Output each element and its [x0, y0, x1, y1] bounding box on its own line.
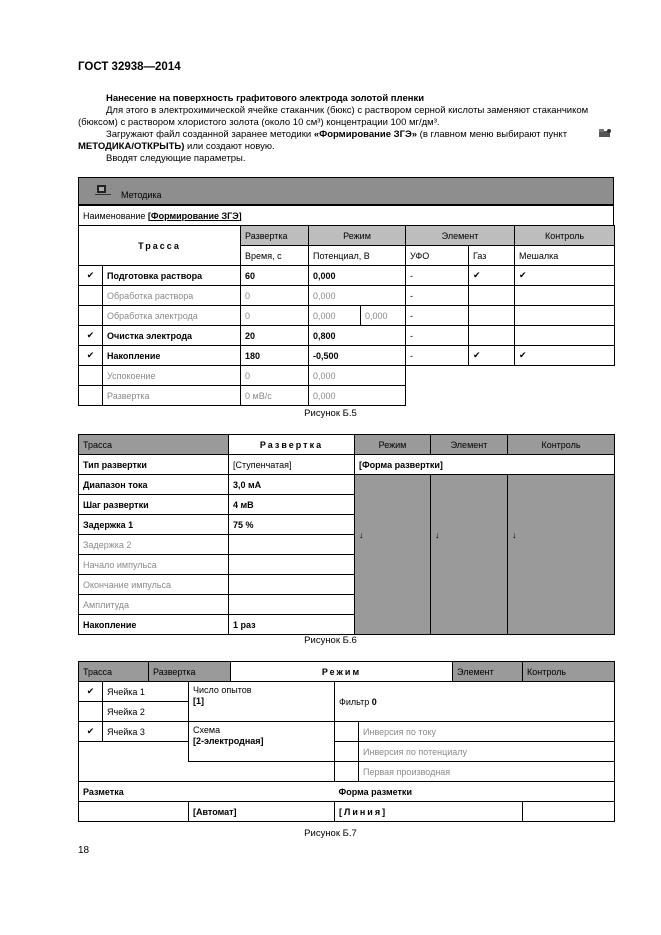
row-checkbox[interactable]: ✔ — [79, 266, 103, 286]
row-ufo[interactable]: - — [406, 346, 469, 366]
param-value[interactable] — [229, 575, 355, 595]
method-name-label: Наименование — [83, 210, 148, 221]
scheme-value: [2-электродная] — [193, 736, 264, 746]
row-name: Развертка — [103, 386, 241, 406]
cell1-label[interactable]: Ячейка 1 — [103, 682, 189, 702]
row-gas[interactable] — [469, 306, 515, 326]
cell2-checkbox[interactable] — [79, 702, 103, 722]
figure-caption-b5: Рисунок Б.5 — [304, 408, 357, 419]
table-row[interactable] — [79, 266, 615, 286]
empty-area — [79, 742, 189, 762]
row-potential[interactable]: 0,000 — [309, 306, 361, 326]
subheader-potential: Потенциал, В — [309, 246, 406, 266]
tab-element[interactable]: Элемент — [453, 662, 523, 682]
marking-shape[interactable]: [Линия] — [335, 802, 523, 822]
row-checkbox[interactable]: ✔ — [79, 326, 103, 346]
method-name-cell[interactable] — [79, 206, 614, 226]
row-time[interactable]: 20 — [241, 326, 309, 346]
column-rezhim[interactable]: Режим — [309, 226, 406, 246]
tab-razvertka[interactable]: Развертка — [229, 435, 355, 455]
section-title: Нанесение на поверхность графитового электрода золотой пленки — [106, 93, 425, 104]
marking-shape-label: Форма разметки — [335, 782, 615, 802]
table-row[interactable] — [79, 326, 615, 346]
row-time[interactable]: 0 — [241, 286, 309, 306]
row-potential[interactable]: 0,000 — [309, 266, 406, 286]
column-kontrol[interactable]: Контроль — [515, 226, 615, 246]
row-potential[interactable]: 0,000 — [309, 366, 406, 386]
row-time[interactable]: 0 — [241, 306, 309, 326]
tab-rezhim[interactable]: Режим — [231, 662, 453, 682]
paragraph-3-tail: или создают новую. — [184, 141, 275, 152]
paragraph-2-text: Загружают файл созданной заранее методики — [106, 129, 314, 140]
row-ufo[interactable]: - — [406, 326, 469, 346]
tab-razvertka[interactable]: Развертка — [149, 662, 231, 682]
row-name: Подготовка раствора — [103, 266, 241, 286]
param-value[interactable]: 3,0 мА — [229, 475, 355, 495]
scan-shape-preview-3[interactable] — [508, 475, 615, 635]
page-number: 18 — [78, 845, 90, 856]
row-name: Обработка электрода — [103, 306, 241, 326]
table-row[interactable] — [79, 346, 615, 366]
paragraph-1: Для этого в электрохимической ячейке стаканчик (бюкс) с раствором серной кислоты заменяют стаканчиком — [106, 105, 589, 116]
param-label: Диапазон тока — [79, 475, 229, 495]
tab-element[interactable]: Элемент — [431, 435, 508, 455]
param-value[interactable]: 4 мВ — [229, 495, 355, 515]
first-derivative-label[interactable]: Первая производная — [359, 762, 615, 782]
row-checkbox[interactable] — [79, 286, 103, 306]
filter-label: Фильтр — [339, 696, 372, 707]
row-gas[interactable] — [469, 286, 515, 306]
empty-area — [79, 762, 335, 782]
row-time[interactable]: 60 — [241, 266, 309, 286]
subheader-ufo: УФО — [406, 246, 469, 266]
scan-shape-label[interactable] — [355, 455, 615, 475]
experiments-count[interactable] — [189, 682, 335, 722]
method-window-titlebar — [78, 177, 614, 205]
column-trassa[interactable]: Трасса — [79, 226, 241, 266]
marking-label: Разметка — [79, 782, 335, 802]
arrow-down-icon: ↓ — [435, 529, 440, 540]
param-label: Накопление — [79, 615, 229, 635]
method-name: «Формирование ЗГЭ» — [313, 129, 418, 140]
row-time[interactable]: 0 — [241, 366, 309, 386]
inv-potential-label[interactable]: Инверсия по потенциалу — [359, 742, 615, 762]
arrow-down-icon: ↓ — [512, 529, 517, 540]
scan-shape-preview-2[interactable] — [431, 475, 508, 635]
row-gas[interactable]: ✔ — [469, 346, 515, 366]
row-name: Очистка электрода — [103, 326, 241, 346]
scan-shape-preview-1[interactable] — [355, 475, 431, 635]
paragraph-2 — [106, 129, 606, 141]
row-checkbox[interactable] — [79, 386, 103, 406]
subheader-time: Время, с — [241, 246, 309, 266]
cell3-checkbox[interactable]: ✔ — [79, 722, 103, 742]
param-label: Окончание импульса — [79, 575, 229, 595]
row-potential-2[interactable]: 0,000 — [361, 306, 406, 326]
row-name: Накопление — [103, 346, 241, 366]
scan-settings-table — [78, 434, 615, 635]
param-label: Шаг развертки — [79, 495, 229, 515]
method-name-value: [Формирование ЗГЭ] — [147, 210, 242, 221]
scheme-label: Схема — [193, 725, 221, 735]
marking-mode[interactable]: [Автомат] — [189, 802, 335, 822]
param-label: Амплитуда — [79, 595, 229, 615]
row-stir[interactable]: ✔ — [515, 346, 615, 366]
marking-shape-extra[interactable] — [523, 802, 615, 822]
filter-value: 0 — [371, 696, 377, 707]
row-ufo[interactable]: - — [406, 266, 469, 286]
row-checkbox[interactable] — [79, 366, 103, 386]
method-window-icon — [95, 183, 109, 197]
row-potential[interactable]: 0,000 — [309, 386, 406, 406]
paragraph-1b: (бюксом) с раствором хлористого золота (около 10 см³) концентрации 100 мг/дм³. — [78, 117, 440, 128]
subheader-gas: Газ — [469, 246, 515, 266]
tab-kontrol[interactable]: Контроль — [523, 662, 615, 682]
document-header: ГОСТ 32938—2014 — [78, 61, 181, 73]
figure-caption-b6: Рисунок Б.6 — [304, 635, 357, 646]
inv-potential-checkbox[interactable] — [335, 742, 359, 762]
row-gas[interactable] — [469, 326, 515, 346]
row-ufo[interactable]: - — [406, 286, 469, 306]
scan-shape-text: [Форма развертки] — [359, 459, 443, 470]
table-row[interactable] — [79, 306, 615, 326]
experiments-value: [1] — [193, 696, 205, 706]
param-value[interactable]: 1 раз — [229, 615, 355, 635]
cell1-checkbox[interactable]: ✔ — [79, 682, 103, 702]
method-window-title: Методика — [121, 190, 162, 200]
method-name-table — [78, 205, 614, 226]
param-label: Задержка 2 — [79, 535, 229, 555]
tab-rezhim[interactable]: Режим — [355, 435, 431, 455]
row-potential[interactable]: 0,000 — [309, 286, 406, 306]
row-potential[interactable]: 0,800 — [309, 326, 406, 346]
param-value[interactable] — [229, 555, 355, 575]
folder-open-icon — [598, 125, 612, 135]
tab-kontrol[interactable]: Контроль — [508, 435, 615, 455]
row-stir[interactable] — [515, 286, 615, 306]
cell2-label[interactable]: Ячейка 2 — [103, 702, 189, 722]
param-label: Начало импульса — [79, 555, 229, 575]
column-element[interactable]: Элемент — [406, 226, 515, 246]
row-stir[interactable]: ✔ — [515, 266, 615, 286]
column-razvertka[interactable]: Развертка — [241, 226, 309, 246]
row-checkbox[interactable] — [79, 306, 103, 326]
cell3-label[interactable]: Ячейка 3 — [103, 722, 189, 742]
row-stir[interactable] — [515, 306, 615, 326]
paragraph-2-tail: (в главном меню выбирают пункт — [417, 129, 568, 140]
marking-value-left[interactable] — [79, 802, 189, 822]
figure-caption-b7: Рисунок Б.7 — [304, 828, 357, 839]
row-ufo[interactable]: - — [406, 306, 469, 326]
row-potential[interactable]: -0,500 — [309, 346, 406, 366]
empty-area — [406, 366, 615, 406]
param-value[interactable]: [Ступенчатая] — [229, 455, 355, 475]
row-name: Обработка раствора — [103, 286, 241, 306]
mode-settings-table — [78, 661, 615, 822]
subheader-stir: Мешалка — [515, 246, 615, 266]
row-name: Успокоение — [103, 366, 241, 386]
param-value[interactable]: 75 % — [229, 515, 355, 535]
row-time[interactable]: 0 мВ/с — [241, 386, 309, 406]
row-stir[interactable] — [515, 326, 615, 346]
filter-field[interactable] — [335, 682, 615, 722]
tab-trassa[interactable]: Трасса — [79, 435, 229, 455]
paragraph-3 — [78, 141, 618, 153]
menu-path: МЕТОДИКА/ОТКРЫТЬ) — [78, 141, 185, 152]
inv-current-label[interactable]: Инверсия по току — [359, 722, 615, 742]
method-parameters-table — [78, 225, 615, 406]
row-checkbox[interactable]: ✔ — [79, 346, 103, 366]
tab-trassa[interactable]: Трасса — [79, 662, 149, 682]
inv-current-checkbox[interactable] — [335, 722, 359, 742]
param-value[interactable] — [229, 535, 355, 555]
arrow-down-icon: ↓ — [359, 529, 364, 540]
param-label: Тип развертки — [79, 455, 229, 475]
scheme-selector[interactable] — [189, 722, 335, 762]
experiments-label: Число опытов — [193, 685, 252, 695]
first-derivative-checkbox[interactable] — [335, 762, 359, 782]
row-gas[interactable]: ✔ — [469, 266, 515, 286]
table-row[interactable] — [79, 366, 615, 386]
paragraph-4: Вводят следующие параметры. — [106, 153, 246, 164]
row-time[interactable]: 180 — [241, 346, 309, 366]
param-value[interactable] — [229, 595, 355, 615]
param-label: Задержка 1 — [79, 515, 229, 535]
table-row[interactable] — [79, 286, 615, 306]
